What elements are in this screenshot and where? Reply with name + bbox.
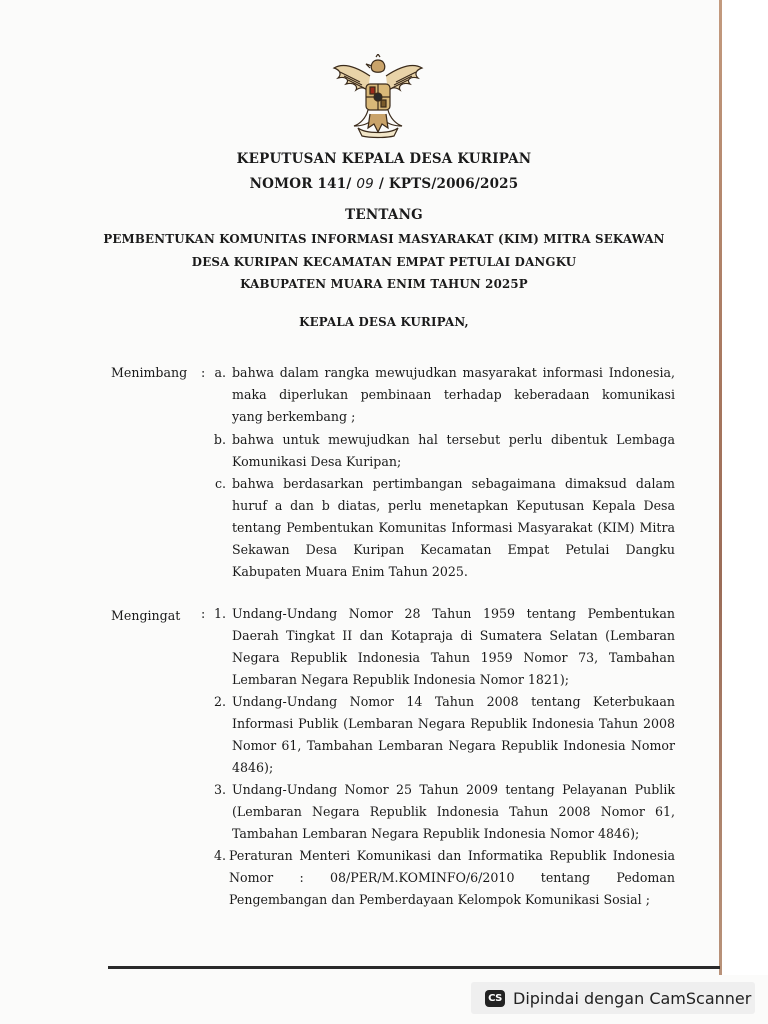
mengingat-4-line-2: Nomor : 08/PER/M.KOMINFO/6/2010 tentang Pedoman xyxy=(229,870,675,885)
item-marker-b: b. xyxy=(213,432,226,447)
mengingat-3-line-2: (Lembaran Negara Republik Indonesia Tahun 2008 Nomor 61, xyxy=(232,804,675,819)
mengingat-1-line-1: Undang-Undang Nomor 28 Tahun 1959 tentang Pembentukan xyxy=(232,606,675,621)
item-marker-3: 3. xyxy=(213,782,226,797)
menimbang-a-line-3: yang berkembang ; xyxy=(232,409,356,424)
mengingat-4-line-3: Pengembangan dan Pemberdayaan Kelompok Komunikasi Sosial ; xyxy=(229,892,650,907)
item-marker-1: 1. xyxy=(213,606,226,621)
item-marker-4: 4. xyxy=(213,848,226,863)
authority-heading: KEPALA DESA KURIPAN, xyxy=(299,315,469,329)
camscanner-watermark xyxy=(471,982,755,1014)
menimbang-b-line-2: Komunikasi Desa Kuripan; xyxy=(232,454,402,469)
subject-line-3: KABUPATEN MUARA ENIM TAHUN 2025P xyxy=(240,277,528,291)
menimbang-c-line-2: huruf a dan b diatas, perlu menetapkan Keputusan Kepala Desa xyxy=(232,498,675,513)
garuda-emblem-icon xyxy=(330,54,426,140)
page-bottom-rule xyxy=(108,966,720,969)
menimbang-c-line-5: Kabupaten Muara Enim Tahun 2025. xyxy=(232,564,468,579)
item-marker-a: a. xyxy=(214,365,226,380)
mengingat-colon: : xyxy=(201,606,206,621)
mengingat-label: Mengingat xyxy=(111,608,181,623)
mengingat-2-line-4: 4846); xyxy=(232,760,274,775)
mengingat-3-line-1: Undang-Undang Nomor 25 Tahun 2009 tentang Pelayanan Publik xyxy=(232,782,675,797)
menimbang-c-line-1: bahwa berdasarkan pertimbangan sebagaimana dimaksud dalam xyxy=(232,476,675,491)
item-marker-c: c. xyxy=(214,476,226,491)
mengingat-2-line-1: Undang-Undang Nomor 14 Tahun 2008 tentang Keterbukaan xyxy=(232,694,675,709)
item-marker-2: 2. xyxy=(213,694,226,709)
mengingat-3-line-3: Tambahan Lembaran Negara Republik Indonesia Nomor 4846); xyxy=(232,826,640,841)
menimbang-b-line-1: bahwa untuk mewujudkan hal tersebut perlu dibentuk Lembaga xyxy=(232,432,675,447)
handwritten-number: 09 xyxy=(356,176,374,192)
menimbang-c-line-4: Sekawan Desa Kuripan Kecamatan Empat Petulai Dangku xyxy=(232,542,675,557)
decree-number-suffix: / KPTS/2006/2025 xyxy=(373,176,519,192)
mengingat-1-line-2: Daerah Tingkat II dan Kotapraja di Sumatera Selatan (Lembaran xyxy=(232,628,675,643)
menimbang-label: Menimbang xyxy=(111,365,188,380)
mengingat-2-line-2: Informasi Publik (Lembaran Negara Republik Indonesia Tahun 2008 xyxy=(232,716,675,731)
menimbang-a-line-1: bahwa dalam rangka mewujudkan masyarakat informasi Indonesia, xyxy=(232,365,675,380)
decree-title: KEPUTUSAN KEPALA DESA KURIPAN xyxy=(236,151,532,167)
subject-line-1: PEMBENTUKAN KOMUNITAS INFORMASI MASYARAKAT (KIM) MITRA SEKAWAN xyxy=(103,232,665,246)
mengingat-1-line-4: Lembaran Negara Republik Indonesia Nomor 1821); xyxy=(232,672,570,687)
scan-margin xyxy=(722,0,768,975)
menimbang-a-line-2: maka diperlukan pembinaan terhadap keberadaan komunikasi xyxy=(232,387,675,402)
camscanner-label: Dipindai dengan CamScanner xyxy=(513,988,752,1008)
decree-number-prefix: NOMOR 141/ xyxy=(249,176,357,192)
mengingat-1-line-3: Negara Republik Indonesia Tahun 1959 Nomor 73, Tambahan xyxy=(232,650,675,665)
mengingat-4-line-1: Peraturan Menteri Komunikasi dan Informatika Republik Indonesia xyxy=(229,848,675,863)
mengingat-2-line-3: Nomor 61, Tambahan Lembaran Negara Republik Indonesia Nomor xyxy=(232,738,675,753)
menimbang-c-line-3: tentang Pembentukan Komunitas Informasi Masyarakat (KIM) Mitra xyxy=(232,520,675,535)
decree-number xyxy=(0,176,768,192)
subject-line-2: DESA KURIPAN KECAMATAN EMPAT PETULAI DANGKU xyxy=(191,255,577,269)
tentang-heading: TENTANG xyxy=(345,207,423,223)
camscanner-logo-icon: CS xyxy=(485,990,505,1007)
menimbang-colon: : xyxy=(201,365,206,380)
